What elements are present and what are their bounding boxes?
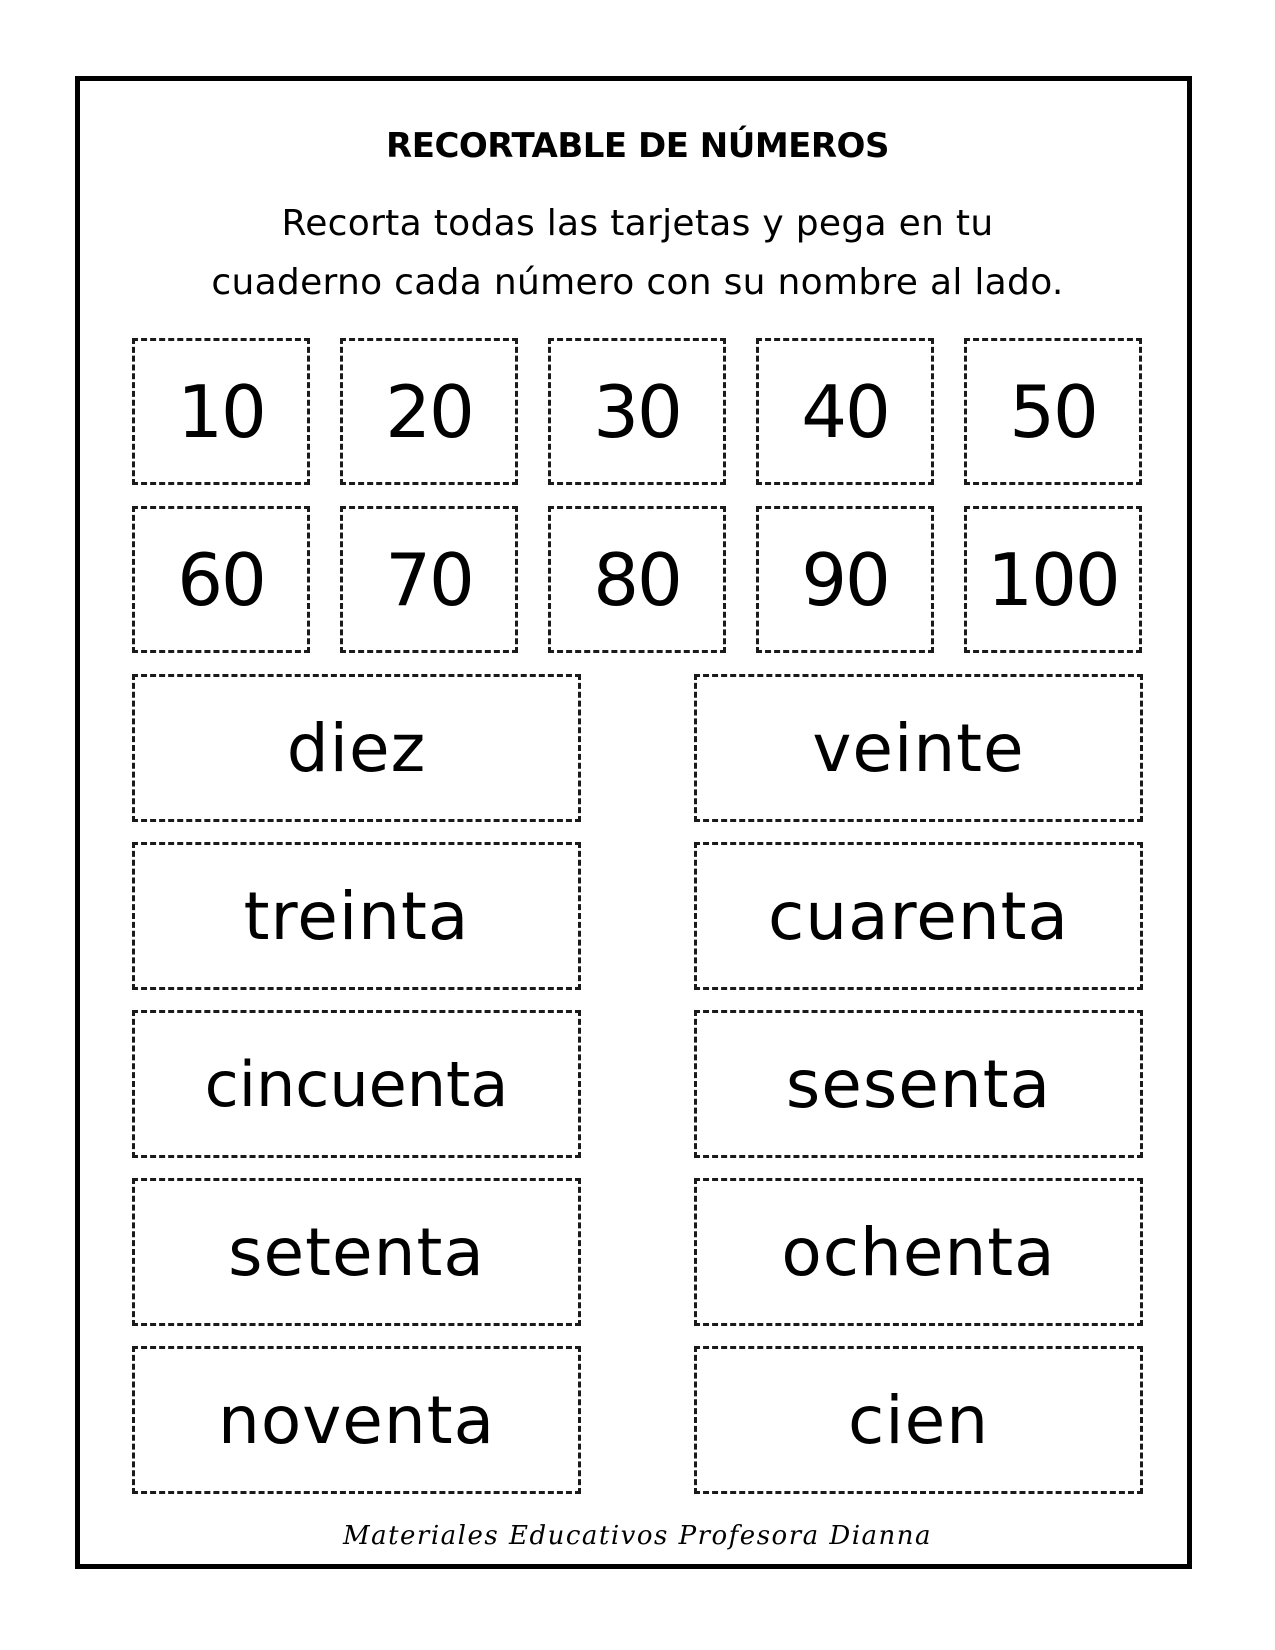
footer-credit: Materiales Educativos Profesora Dianna <box>342 1521 933 1551</box>
word-card-setenta: setenta <box>132 1178 581 1326</box>
number-card-90: 90 <box>756 506 934 653</box>
number-card-20: 20 <box>340 338 518 485</box>
number-card-10: 10 <box>132 338 310 485</box>
word-card-veinte: veinte <box>694 674 1143 822</box>
number-card-60: 60 <box>132 506 310 653</box>
number-card-70: 70 <box>340 506 518 653</box>
worksheet-title: RECORTABLE DE NÚMEROS <box>386 126 889 166</box>
number-card-80: 80 <box>548 506 726 653</box>
word-card-cien: cien <box>694 1346 1143 1494</box>
word-card-treinta: treinta <box>132 842 581 990</box>
instructions <box>0 194 1275 312</box>
number-card-30: 30 <box>548 338 726 485</box>
number-card-50: 50 <box>964 338 1142 485</box>
number-card-100: 100 <box>964 506 1142 653</box>
word-card-cuarenta: cuarenta <box>694 842 1143 990</box>
word-card-sesenta: sesenta <box>694 1010 1143 1158</box>
instruction-line-1: Recorta todas las tarjetas y pega en tu <box>281 203 994 244</box>
number-card-40: 40 <box>756 338 934 485</box>
word-card-cincuenta: cincuenta <box>132 1010 581 1158</box>
instruction-line-2: cuaderno cada número con su nombre al lado. <box>211 262 1064 303</box>
word-card-diez: diez <box>132 674 581 822</box>
word-card-ochenta: ochenta <box>694 1178 1143 1326</box>
word-card-noventa: noventa <box>132 1346 581 1494</box>
